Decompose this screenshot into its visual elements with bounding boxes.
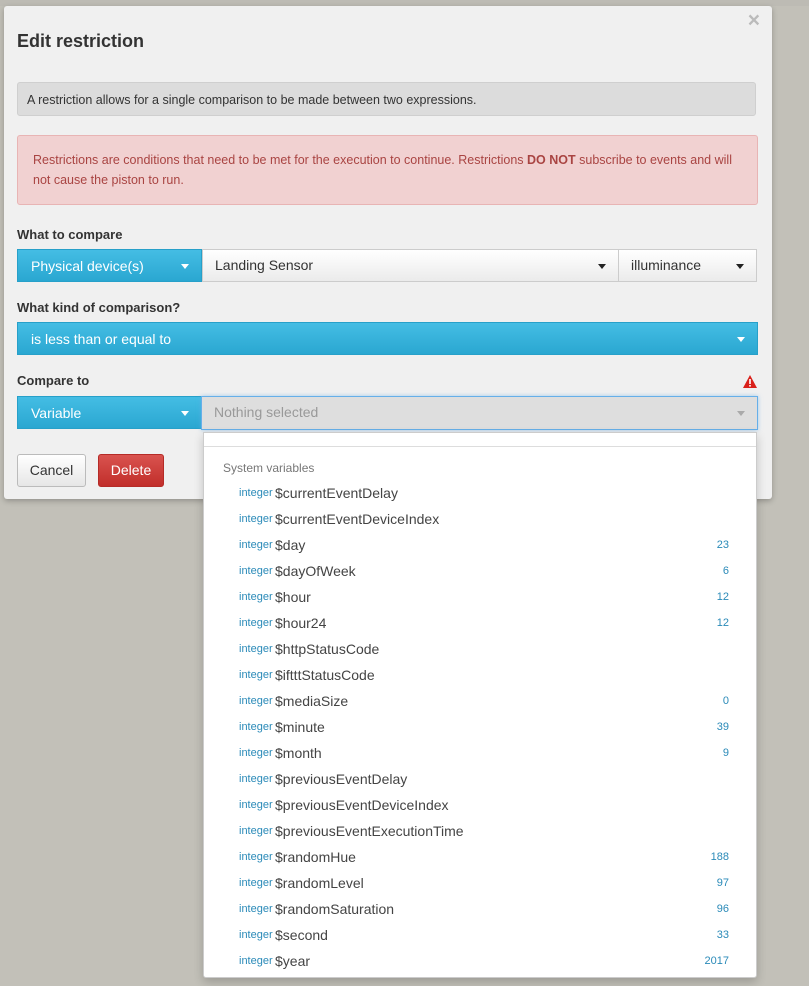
source-select-value: Physical device(s) [31, 258, 144, 274]
list-item[interactable] [204, 922, 756, 948]
list-item[interactable] [204, 480, 756, 506]
variable-value: 97 [716, 877, 729, 889]
list-item[interactable] [204, 766, 756, 792]
variable-name: $previousEventDelay [275, 771, 408, 787]
list-item[interactable] [204, 636, 756, 662]
variable-name: $currentEventDelay [275, 485, 398, 501]
variable-value: 2017 [704, 955, 729, 967]
variable-name: $year [275, 953, 311, 969]
variable-type-label: integer [239, 799, 273, 811]
list-item[interactable] [204, 506, 756, 532]
variable-value: 12 [716, 617, 729, 629]
variable-select-placeholder: Nothing selected [214, 404, 319, 420]
chevron-down-icon [737, 411, 745, 416]
variable-type-label: integer [239, 955, 273, 967]
variable-name: $hour [275, 589, 311, 605]
device-select-value: Landing Sensor [215, 257, 314, 273]
what-to-compare-label: What to compare [17, 227, 123, 242]
variable-value: 96 [716, 903, 729, 915]
chevron-down-icon [737, 337, 745, 342]
variable-name: $randomHue [275, 849, 356, 865]
alert-text-after: subscribe to events and will not cause the piston to run. [33, 153, 732, 187]
compare-source-select[interactable] [17, 396, 202, 429]
comparison-select-value: is less than or equal to [31, 331, 172, 347]
variable-type-label: integer [239, 903, 273, 915]
variable-type-label: integer [239, 747, 273, 759]
list-item[interactable] [204, 714, 756, 740]
alert-text-bold: DO NOT [527, 153, 576, 167]
variable-type-label: integer [239, 539, 273, 551]
comparison-select[interactable] [17, 322, 758, 355]
chevron-down-icon [598, 264, 606, 269]
chevron-down-icon [736, 264, 744, 269]
variable-value: 12 [716, 591, 729, 603]
delete-button[interactable]: Delete [98, 454, 164, 487]
variable-dropdown-menu [203, 432, 757, 978]
list-item[interactable] [204, 584, 756, 610]
chevron-down-icon [181, 264, 189, 269]
variable-name: $minute [275, 719, 325, 735]
alert-text-before: Restrictions are conditions that need to be met for the execution to continue. Restrictions [33, 153, 528, 167]
variable-type-label: integer [239, 721, 273, 733]
dropdown-search-bar[interactable] [204, 433, 756, 447]
variable-type-label: integer [239, 695, 273, 707]
list-item[interactable] [204, 688, 756, 714]
attribute-select-value: illuminance [631, 257, 702, 273]
edit-restriction-dialog [4, 6, 772, 499]
compare-source-value: Variable [31, 405, 82, 421]
variable-name: $httpStatusCode [275, 641, 380, 657]
variable-name: $day [275, 537, 306, 553]
list-item[interactable] [204, 740, 756, 766]
dropdown-group-header: System variables [223, 461, 315, 475]
chevron-down-icon [181, 411, 189, 416]
device-select[interactable] [202, 249, 619, 282]
list-item[interactable] [204, 896, 756, 922]
variable-type-label: integer [239, 513, 273, 525]
comparison-label: What kind of comparison? [17, 300, 181, 315]
variable-value: 0 [722, 695, 729, 707]
variable-name: $second [275, 927, 328, 943]
variable-type-label: integer [239, 591, 273, 603]
list-item[interactable] [204, 532, 756, 558]
restriction-alert [17, 135, 758, 205]
dialog-title: Edit restriction [17, 31, 145, 51]
compare-to-label: Compare to [17, 373, 90, 388]
variable-type-label: integer [239, 565, 273, 577]
variable-type-label: integer [239, 877, 273, 889]
variable-type-label: integer [239, 669, 273, 681]
variable-name: $previousEventExecutionTime [275, 823, 464, 839]
variable-value: 39 [716, 721, 729, 733]
variable-name: $currentEventDeviceIndex [275, 511, 440, 527]
variable-value: 9 [722, 747, 729, 759]
variable-name: $dayOfWeek [275, 563, 356, 579]
warning-triangle-icon [743, 375, 757, 388]
list-item[interactable] [204, 870, 756, 896]
list-item[interactable] [204, 662, 756, 688]
variable-value: 33 [716, 929, 729, 941]
variable-value: 6 [722, 565, 729, 577]
variable-type-label: integer [239, 487, 273, 499]
variable-type-label: integer [239, 851, 273, 863]
close-icon[interactable]: × [747, 9, 760, 32]
dropdown-list [204, 480, 756, 974]
variable-type-label: integer [239, 773, 273, 785]
variable-name: $previousEventDeviceIndex [275, 797, 449, 813]
variable-type-label: integer [239, 929, 273, 941]
variable-select[interactable] [201, 396, 758, 430]
variable-name: $month [275, 745, 322, 761]
variable-type-label: integer [239, 825, 273, 837]
list-item[interactable] [204, 792, 756, 818]
info-panel: A restriction allows for a single comparison to be made between two expressions. [17, 82, 756, 116]
variable-value: 188 [710, 851, 729, 863]
variable-name: $randomSaturation [275, 901, 395, 917]
variable-value: 23 [716, 539, 729, 551]
source-select[interactable] [17, 249, 202, 282]
variable-name: $randomLevel [275, 875, 364, 891]
variable-name: $mediaSize [275, 693, 349, 709]
attribute-select[interactable] [618, 249, 757, 282]
variable-type-label: integer [239, 617, 273, 629]
list-item[interactable] [204, 558, 756, 584]
cancel-button[interactable]: Cancel [17, 454, 86, 487]
variable-name: $hour24 [275, 615, 327, 631]
list-item[interactable] [204, 948, 756, 974]
list-item[interactable] [204, 844, 756, 870]
list-item[interactable] [204, 610, 756, 636]
variable-name: $iftttStatusCode [275, 667, 375, 683]
list-item[interactable] [204, 818, 756, 844]
variable-type-label: integer [239, 643, 273, 655]
